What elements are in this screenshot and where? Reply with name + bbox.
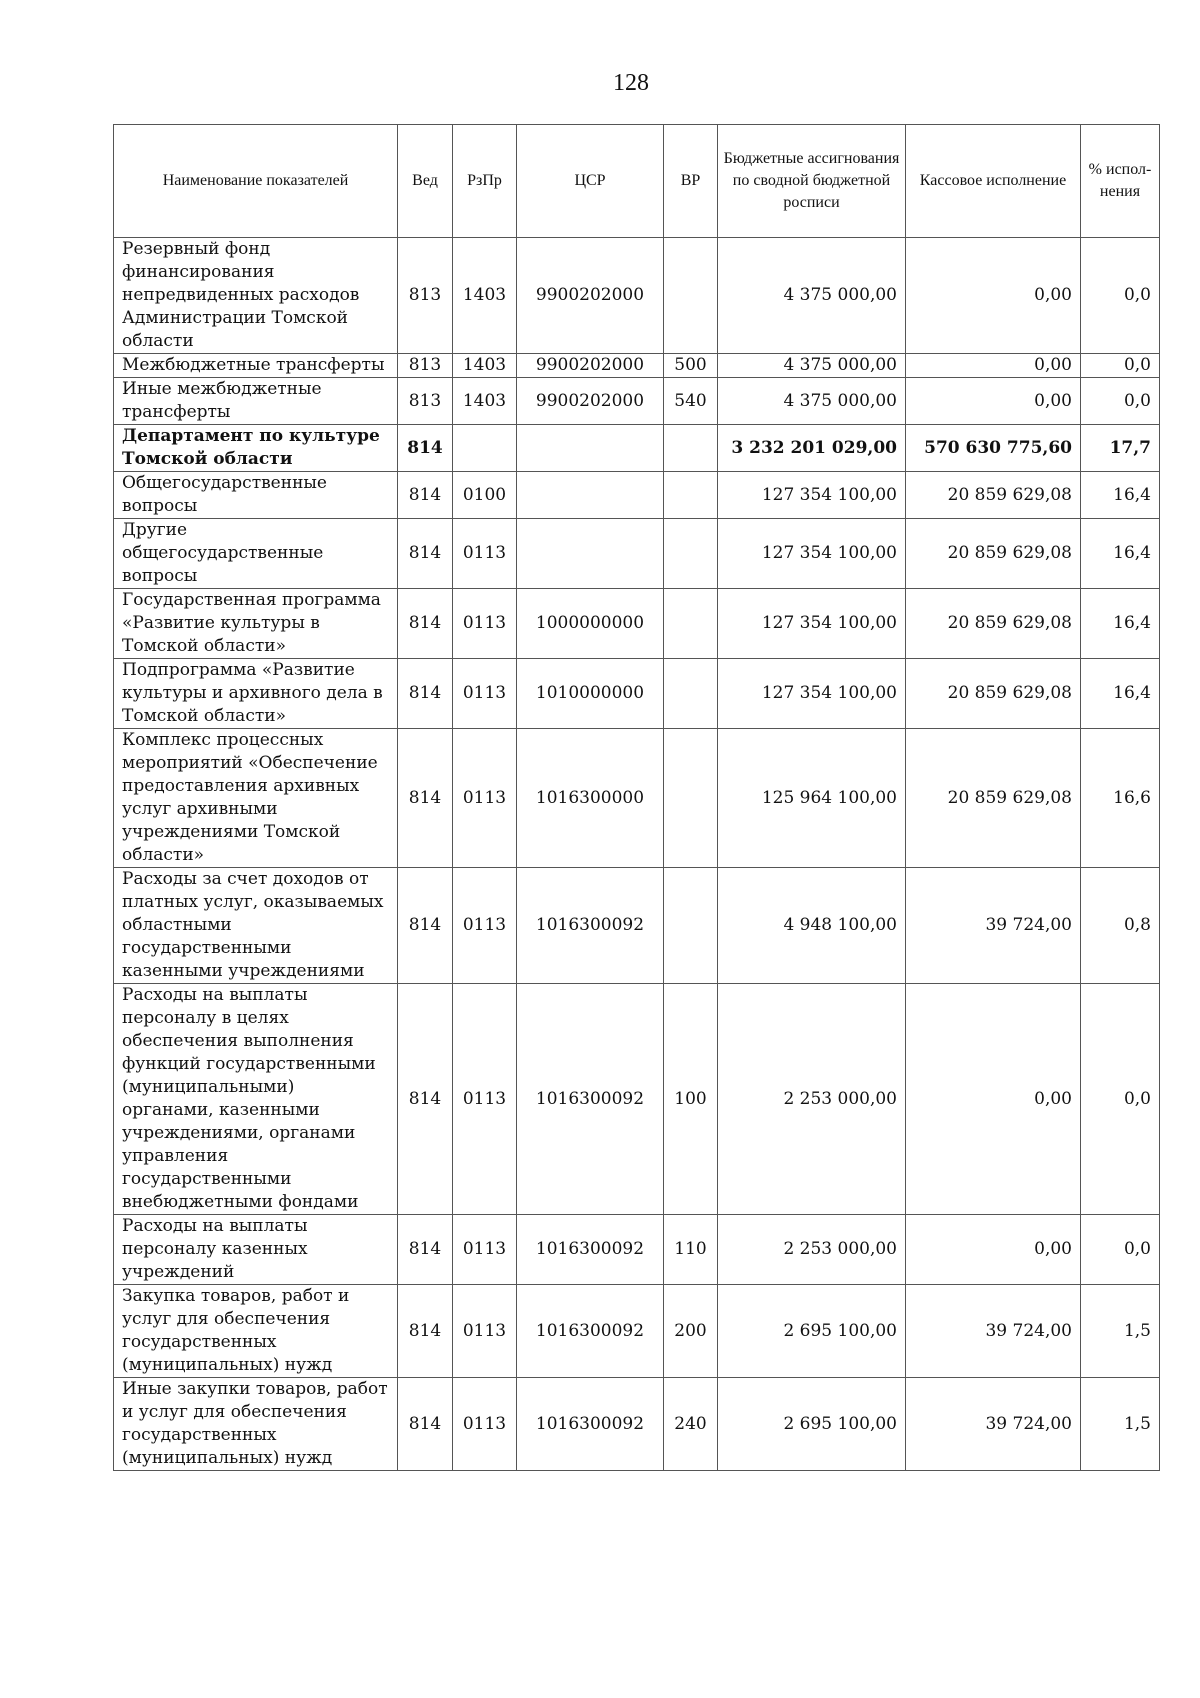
cell-kass: 20 859 629,08	[906, 589, 1081, 659]
cell-budget: 2 253 000,00	[718, 984, 906, 1215]
cell-name: Другие общегосударственные вопросы	[114, 519, 398, 589]
cell-ved: 814	[398, 1378, 453, 1471]
cell-csr	[517, 425, 664, 472]
cell-csr: 1010000000	[517, 659, 664, 729]
cell-csr	[517, 472, 664, 519]
cell-kass: 0,00	[906, 984, 1081, 1215]
cell-pct: 16,4	[1081, 659, 1160, 729]
cell-vr: 100	[664, 984, 718, 1215]
cell-csr: 9900202000	[517, 238, 664, 354]
cell-pct: 0,8	[1081, 868, 1160, 984]
cell-name: Резервный фонд финансирования непредвиденных расходов Администрации Томской области	[114, 238, 398, 354]
cell-vr	[664, 659, 718, 729]
cell-ved: 814	[398, 1215, 453, 1285]
cell-ved: 813	[398, 378, 453, 425]
cell-name: Департамент по культуре Томской области	[114, 425, 398, 472]
header-pct: % испол-нения	[1081, 125, 1160, 238]
cell-pct: 16,4	[1081, 472, 1160, 519]
cell-ved: 814	[398, 729, 453, 868]
table-row	[114, 238, 1160, 354]
cell-rzpr	[453, 425, 517, 472]
cell-name: Иные межбюджетные трансферты	[114, 378, 398, 425]
table-row	[114, 589, 1160, 659]
cell-csr: 1000000000	[517, 589, 664, 659]
cell-kass: 20 859 629,08	[906, 519, 1081, 589]
cell-name: Общегосударственные вопросы	[114, 472, 398, 519]
cell-budget: 127 354 100,00	[718, 659, 906, 729]
cell-vr: 540	[664, 378, 718, 425]
cell-vr: 500	[664, 354, 718, 378]
table-row	[114, 729, 1160, 868]
cell-rzpr: 0113	[453, 1285, 517, 1378]
cell-rzpr: 1403	[453, 354, 517, 378]
page-number: 128	[613, 70, 649, 96]
cell-name: Расходы на выплаты персоналу в целях обеспечения выполнения функций государственными (муниципальными) органами, казенными учреждениями, органами управления государственными внебюджетными фондами	[114, 984, 398, 1215]
cell-vr	[664, 238, 718, 354]
cell-budget: 2 695 100,00	[718, 1378, 906, 1471]
table-row	[114, 1285, 1160, 1378]
cell-rzpr: 0113	[453, 519, 517, 589]
cell-csr: 1016300092	[517, 1215, 664, 1285]
cell-name: Иные закупки товаров, работ и услуг для обеспечения государственных (муниципальных) нужд	[114, 1378, 398, 1471]
cell-budget: 127 354 100,00	[718, 589, 906, 659]
table-row	[114, 984, 1160, 1215]
cell-csr: 9900202000	[517, 354, 664, 378]
cell-name: Расходы на выплаты персоналу казенных учреждений	[114, 1215, 398, 1285]
cell-ved: 813	[398, 354, 453, 378]
cell-budget: 2 253 000,00	[718, 1215, 906, 1285]
cell-rzpr: 1403	[453, 378, 517, 425]
cell-kass: 20 859 629,08	[906, 659, 1081, 729]
cell-pct: 1,5	[1081, 1378, 1160, 1471]
cell-rzpr: 0100	[453, 472, 517, 519]
cell-pct: 16,6	[1081, 729, 1160, 868]
cell-csr: 1016300092	[517, 1378, 664, 1471]
cell-ved: 814	[398, 984, 453, 1215]
cell-rzpr: 0113	[453, 729, 517, 868]
cell-rzpr: 0113	[453, 1215, 517, 1285]
cell-budget: 4 375 000,00	[718, 354, 906, 378]
table-row	[114, 472, 1160, 519]
cell-name: Государственная программа «Развитие культуры в Томской области»	[114, 589, 398, 659]
cell-ved: 814	[398, 589, 453, 659]
cell-rzpr: 0113	[453, 1378, 517, 1471]
header-rzpr: РзПр	[453, 125, 517, 238]
cell-budget: 3 232 201 029,00	[718, 425, 906, 472]
header-csr: ЦСР	[517, 125, 664, 238]
cell-ved: 814	[398, 659, 453, 729]
cell-kass: 39 724,00	[906, 868, 1081, 984]
cell-ved: 813	[398, 238, 453, 354]
table-row	[114, 868, 1160, 984]
cell-ved: 814	[398, 425, 453, 472]
cell-ved: 814	[398, 472, 453, 519]
table-header-row	[114, 125, 1160, 238]
cell-pct: 0,0	[1081, 238, 1160, 354]
cell-pct: 0,0	[1081, 1215, 1160, 1285]
table-row	[114, 378, 1160, 425]
cell-vr	[664, 868, 718, 984]
cell-budget: 125 964 100,00	[718, 729, 906, 868]
table-row	[114, 354, 1160, 378]
cell-name: Расходы за счет доходов от платных услуг, оказываемых областными государственными казенными учреждениями	[114, 868, 398, 984]
cell-kass: 20 859 629,08	[906, 729, 1081, 868]
cell-vr	[664, 589, 718, 659]
cell-budget: 2 695 100,00	[718, 1285, 906, 1378]
cell-budget: 4 375 000,00	[718, 378, 906, 425]
cell-kass: 0,00	[906, 238, 1081, 354]
cell-rzpr: 1403	[453, 238, 517, 354]
cell-csr: 1016300000	[517, 729, 664, 868]
cell-vr: 200	[664, 1285, 718, 1378]
header-budget: Бюджетные ассигнования по сводной бюджетной росписи	[718, 125, 906, 238]
cell-csr: 1016300092	[517, 868, 664, 984]
budget-execution-table	[113, 124, 1160, 1471]
cell-vr	[664, 519, 718, 589]
cell-csr: 9900202000	[517, 378, 664, 425]
cell-budget: 127 354 100,00	[718, 519, 906, 589]
cell-rzpr: 0113	[453, 659, 517, 729]
cell-name: Комплекс процессных мероприятий «Обеспечение предоставления архивных услуг архивными учреждениями Томской области»	[114, 729, 398, 868]
cell-kass: 39 724,00	[906, 1285, 1081, 1378]
cell-kass: 0,00	[906, 1215, 1081, 1285]
cell-budget: 4 375 000,00	[718, 238, 906, 354]
table-row	[114, 659, 1160, 729]
table-row	[114, 425, 1160, 472]
cell-vr	[664, 729, 718, 868]
header-ved: Вед	[398, 125, 453, 238]
cell-name: Подпрограмма «Развитие культуры и архивного дела в Томской области»	[114, 659, 398, 729]
cell-ved: 814	[398, 519, 453, 589]
cell-kass: 20 859 629,08	[906, 472, 1081, 519]
cell-pct: 1,5	[1081, 1285, 1160, 1378]
cell-name: Межбюджетные трансферты	[114, 354, 398, 378]
header-name: Наименование показателей	[114, 125, 398, 238]
cell-rzpr: 0113	[453, 589, 517, 659]
table-row	[114, 519, 1160, 589]
cell-csr: 1016300092	[517, 1285, 664, 1378]
cell-pct: 16,4	[1081, 589, 1160, 659]
header-kass: Кассовое исполнение	[906, 125, 1081, 238]
cell-rzpr: 0113	[453, 868, 517, 984]
cell-pct: 0,0	[1081, 984, 1160, 1215]
cell-pct: 16,4	[1081, 519, 1160, 589]
cell-ved: 814	[398, 868, 453, 984]
cell-budget: 4 948 100,00	[718, 868, 906, 984]
table-row	[114, 1378, 1160, 1471]
cell-rzpr: 0113	[453, 984, 517, 1215]
cell-vr	[664, 425, 718, 472]
cell-pct: 17,7	[1081, 425, 1160, 472]
cell-kass: 0,00	[906, 378, 1081, 425]
cell-csr	[517, 519, 664, 589]
table-row	[114, 1215, 1160, 1285]
cell-kass: 570 630 775,60	[906, 425, 1081, 472]
cell-ved: 814	[398, 1285, 453, 1378]
header-vr: ВР	[664, 125, 718, 238]
cell-pct: 0,0	[1081, 378, 1160, 425]
cell-vr	[664, 472, 718, 519]
cell-vr: 110	[664, 1215, 718, 1285]
cell-kass: 0,00	[906, 354, 1081, 378]
cell-budget: 127 354 100,00	[718, 472, 906, 519]
cell-name: Закупка товаров, работ и услуг для обеспечения государственных (муниципальных) нужд	[114, 1285, 398, 1378]
cell-csr: 1016300092	[517, 984, 664, 1215]
cell-kass: 39 724,00	[906, 1378, 1081, 1471]
cell-vr: 240	[664, 1378, 718, 1471]
cell-pct: 0,0	[1081, 354, 1160, 378]
